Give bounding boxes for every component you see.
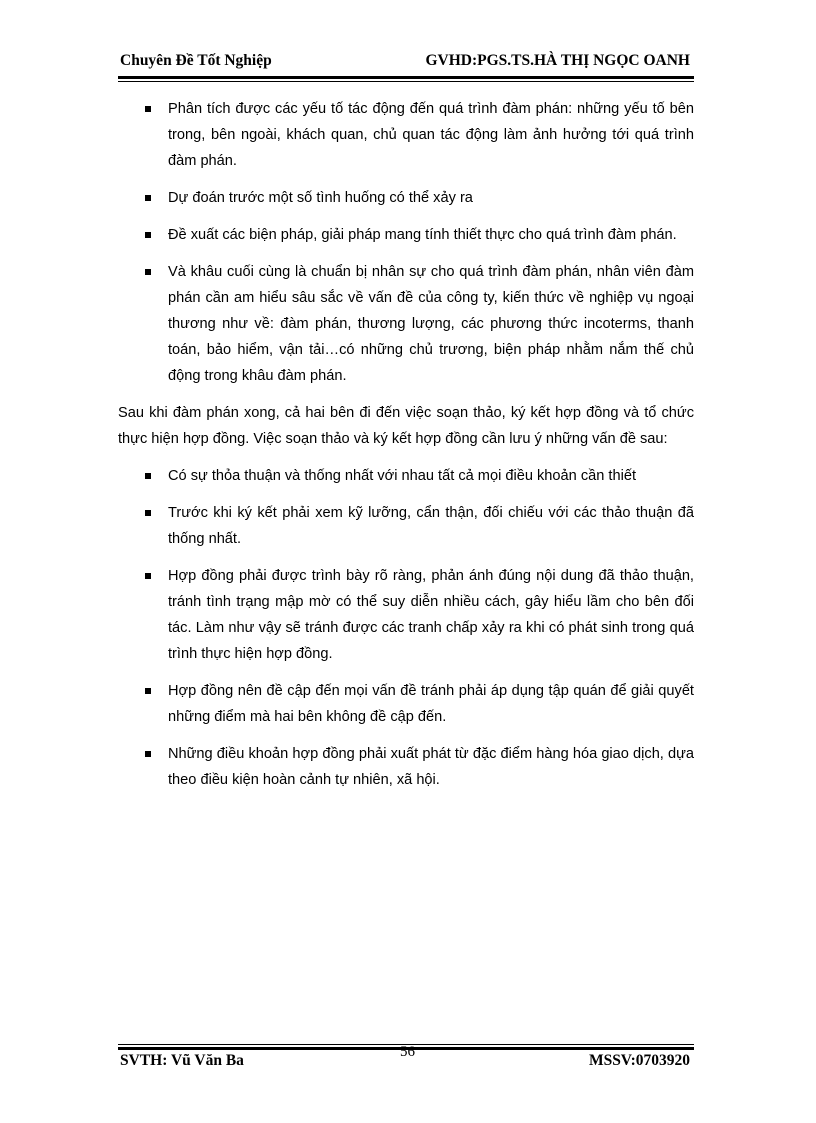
footer-student-id: MSSV:0703920 xyxy=(588,1052,690,1069)
footer-student: SVTH: Vũ Văn Ba xyxy=(120,1052,244,1069)
list-item: Có sự thỏa thuận và thống nhất với nhau tất cả mọi điều khoản cần thiết xyxy=(118,463,694,489)
bullet-square-icon xyxy=(145,688,151,694)
header-rule-thin xyxy=(118,81,694,82)
bullet-square-icon xyxy=(145,751,151,757)
page-body xyxy=(118,96,694,804)
list-item: Trước khi ký kết phải xem kỹ lưỡng, cẩn thận, đối chiếu với các thảo thuận đã thống nhất. xyxy=(118,500,694,552)
page-number: 56 xyxy=(400,1044,415,1060)
list-item: Những điều khoản hợp đồng phải xuất phát từ đặc điểm hàng hóa giao dịch, dựa theo điều kiện hoàn cảnh tự nhiên, xã hội. xyxy=(118,741,694,793)
bullet-square-icon xyxy=(145,232,151,238)
bullet-list-1 xyxy=(118,96,694,389)
page-footer xyxy=(120,1044,690,1076)
bullet-square-icon xyxy=(145,573,151,579)
header-title: Chuyên Đề Tốt Nghiệp xyxy=(120,52,272,69)
bullet-square-icon xyxy=(145,510,151,516)
bullet-list-2 xyxy=(118,463,694,793)
list-item: Và khâu cuối cùng là chuẩn bị nhân sự cho quá trình đàm phán, nhân viên đàm phán cần am hiểu sâu sắc về vấn đề của công ty, kiến thức về nghiệp vụ ngoại thương như về: đàm phán, thương lượng, các phương thức incoterms, thanh toán, bảo hiểm, vận tải…có những chủ trương, biện pháp nhằm nắm thế chủ động trong khâu đàm phán. xyxy=(118,259,694,389)
bullet-square-icon xyxy=(145,269,151,275)
bullet-square-icon xyxy=(145,106,151,112)
page-header xyxy=(120,52,690,76)
list-item: Dự đoán trước một số tình huống có thể xảy ra xyxy=(118,185,694,211)
list-item: Hợp đồng phải được trình bày rõ ràng, phản ánh đúng nội dung đã thảo thuận, tránh tình trạng mập mờ có thể suy diễn nhiều cách, gây hiểu lầm cho bên đối tác. Làm như vậy sẽ tránh được các tranh chấp xảy ra khi có phát sinh trong quá trình thực hiện hợp đồng. xyxy=(118,563,694,667)
list-item: Đề xuất các biện pháp, giải pháp mang tính thiết thực cho quá trình đàm phán. xyxy=(118,222,694,248)
list-item: Phân tích được các yếu tố tác động đến quá trình đàm phán: những yếu tố bên trong, bên ngoài, khách quan, chủ quan tác động làm ảnh hưởng tới quá trình đàm phán. xyxy=(118,96,694,174)
list-item: Hợp đồng nên đề cập đến mọi vấn đề tránh phải áp dụng tập quán để giải quyết những điểm mà hai bên không đề cập đến. xyxy=(118,678,694,730)
bullet-square-icon xyxy=(145,473,151,479)
bullet-square-icon xyxy=(145,195,151,201)
header-rule-thick xyxy=(118,76,694,79)
header-advisor: GVHD:PGS.TS.HÀ THỊ NGỌC OANH xyxy=(425,52,690,69)
body-paragraph: Sau khi đàm phán xong, cả hai bên đi đến việc soạn thảo, ký kết hợp đồng và tổ chức thực hiện hợp đồng. Việc soạn thảo và ký kết hợp đồng cần lưu ý những vấn đề sau: xyxy=(118,405,694,447)
